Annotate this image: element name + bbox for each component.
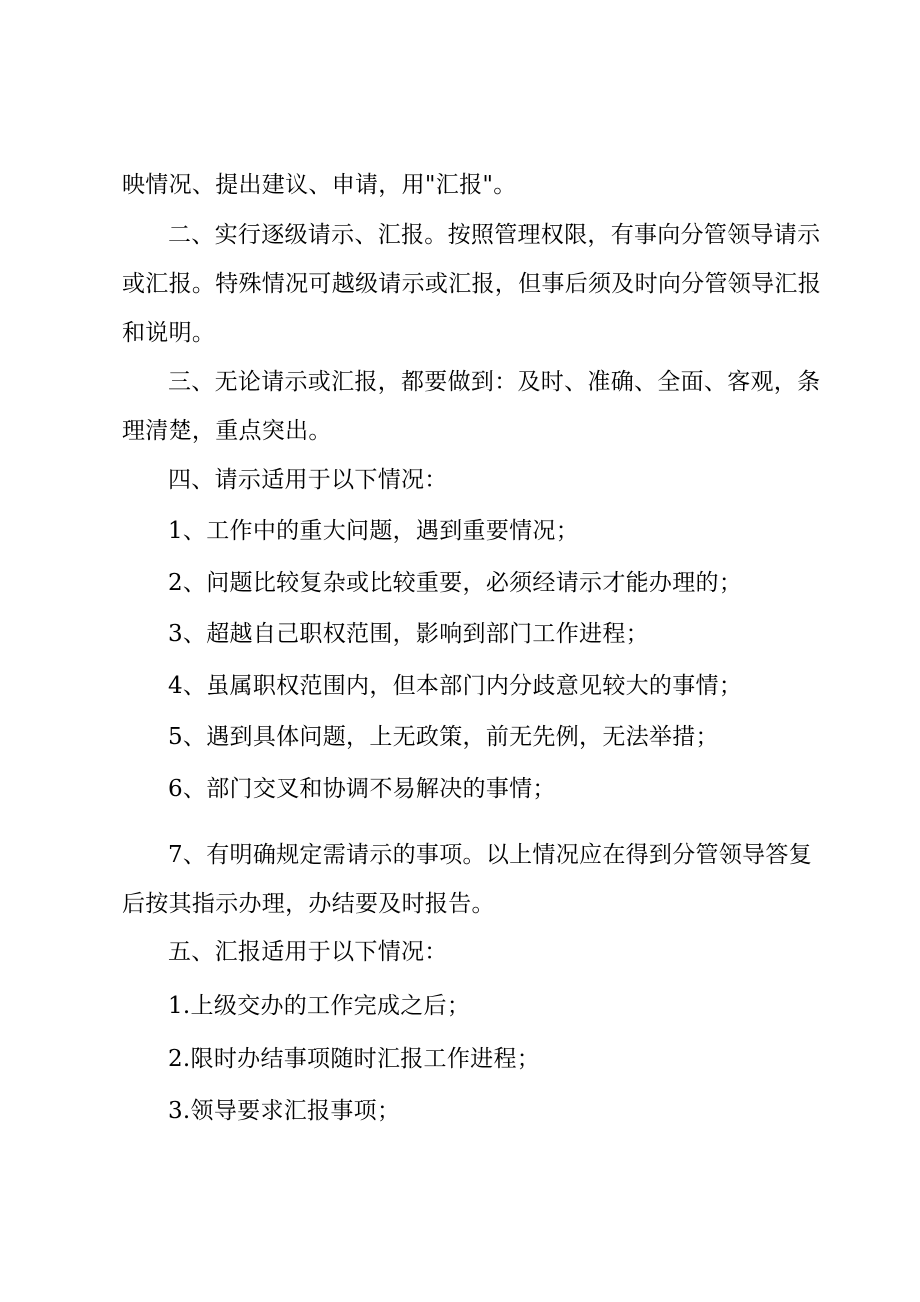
list-item-request-3: 3、超越自己职权范围，影响到部门工作进程； (168, 621, 649, 647)
paragraph-section-4-heading: 四、请示适用于以下情况： (168, 467, 448, 493)
list-item-request-2: 2、问题比较复杂或比较重要，必须经请示才能办理的； (168, 570, 743, 596)
list-item-request-6: 6、部门交叉和协调不易解决的事情； (168, 776, 556, 802)
paragraph-section-5-heading: 五、汇报适用于以下情况： (168, 939, 448, 965)
list-item-request-1: 1、工作中的重大问题，遇到重要情况； (168, 518, 580, 544)
list-item-request-5: 5、遇到具体问题，上无政策，前无先例，无法举措； (168, 724, 719, 750)
paragraph-continuation: 映情况、提出建议、申请，用"汇报"。 (122, 172, 517, 198)
list-item-report-1: 1.上级交办的工作完成之后； (168, 993, 471, 1019)
list-item-request-7: 7、有明确规定需请示的事项。以上情况应在得到分管领导答复后按其指示办理，办结要及时报告。 (122, 842, 813, 917)
paragraph-section-2: 二、实行逐级请示、汇报。按照管理权限，有事向分管领导请示或汇报。特殊情况可越级请示或汇报，但事后须及时向分管领导汇报和说明。 (122, 222, 821, 346)
list-item-report-2: 2.限时办结事项随时汇报工作进程； (168, 1046, 541, 1072)
list-item-request-4: 4、虽属职权范围内，但本部门内分歧意见较大的事情； (168, 673, 743, 699)
list-item-report-3: 3.领导要求汇报事项； (168, 1098, 401, 1124)
paragraph-section-3: 三、无论请示或汇报，都要做到：及时、准确、全面、客观，条理清楚，重点突出。 (122, 369, 821, 444)
